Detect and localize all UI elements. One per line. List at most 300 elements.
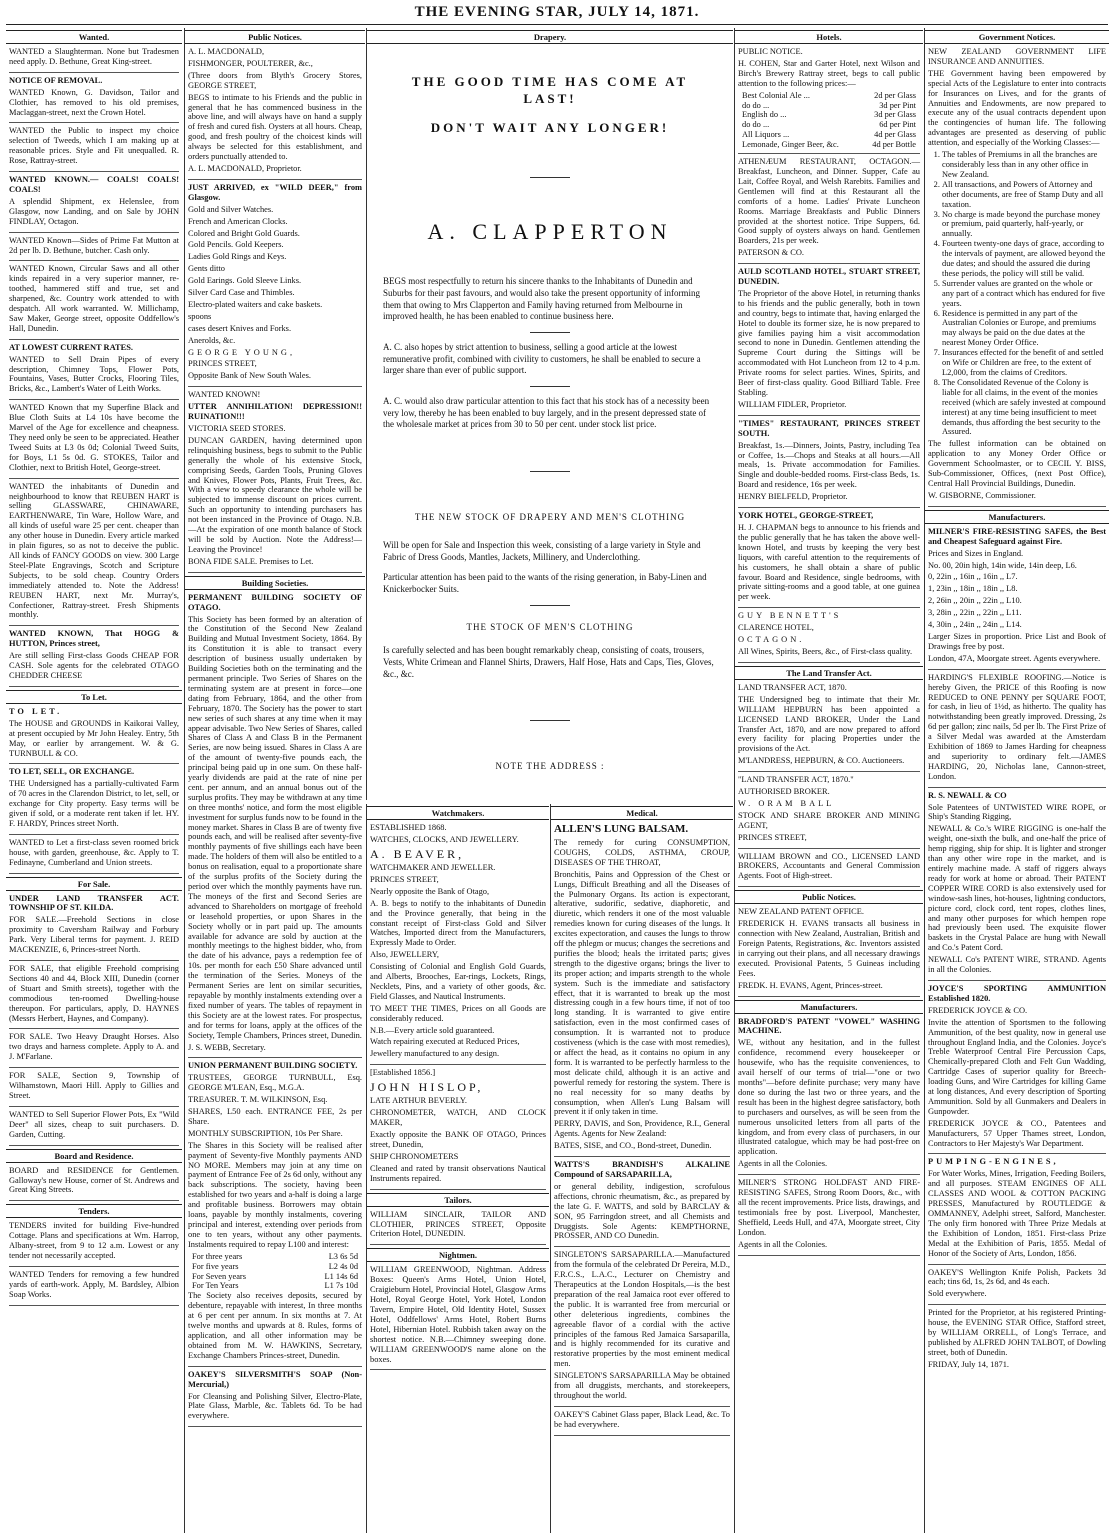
advert <box>9 236 179 262</box>
advert-heading: "LAND TRANSFER ACT, 1870." <box>738 775 854 785</box>
advert-text: A. B. begs to notify to the inhabitants of Dunedin and the Province generally, that being in the constant receipt of First-class Gold and Silver Watches, Imported direct from the Manufacturers, Expressly Made to Order. <box>370 898 546 948</box>
table-row <box>742 130 916 140</box>
advert <box>554 1250 730 1407</box>
advert <box>9 1221 179 1267</box>
advert-text: [Established 1856.] <box>370 1068 436 1078</box>
list-item: spoons <box>188 311 212 321</box>
list-item: French and American Clocks. <box>188 216 288 226</box>
advert-signature: FREDK. H. EVANS, Agent, Princes-street. <box>738 980 883 990</box>
row-label: For Ten Years <box>192 1281 239 1291</box>
row-value: 3d per Pint <box>879 100 916 110</box>
advert-text: WANTED Known, Circular Saws and all other kinds repaired in a very superior manner, re-toothed, hammered stiff and true, set and sharpened, &c. Country work attended to with despatch. All work warranted. W. Millichamp, Saw Maker, George street, opposite Oddfellow's Hall, Dunedin. <box>9 264 179 333</box>
advert <box>928 673 1106 788</box>
row-label: Lemonade, Ginger Beer, &c. <box>742 140 839 150</box>
list-item: Ladies Gold Rings and Keys. <box>188 252 287 262</box>
advert-heading: UNION PERMANENT BUILDING SOCIETY. <box>188 1061 358 1071</box>
advert-text: N.B.—Every article sold guaranteed. <box>370 1025 495 1035</box>
advert <box>9 403 179 478</box>
advert-text: THE Undersigned has a partially-cultivated Farm of 70 acres in the Clarendon District, to let, sell, or exchange for City property. Easy terms will be given if sold, or a moderate rent taken if let. HY. F. HARDY, Princes street North. <box>9 779 180 828</box>
divider <box>530 332 570 333</box>
advert-text: TREASURER. T. M. WILKINSON, Esq. <box>188 1095 328 1105</box>
advert <box>9 76 179 124</box>
advert-text: BEGS most respectfully to return his sincere thanks to the Inhabitants of Dunedin and Suburbs for their past favours, and would also take the present opportunity of informing them that owing to Mrs Clapperton and Family having returned from Melbourne in improved health, he has been enabled to continue business here. <box>383 276 700 322</box>
advert <box>9 1166 179 1202</box>
advert-text: LATE ARTHUR BEVERLY. <box>370 1096 467 1106</box>
list-item: cases desert Knives and Forks. <box>188 323 292 333</box>
advert <box>928 1268 1106 1306</box>
advert-heading: AULD SCOTLAND HOTEL, STUART STREET, DUNEDIN. <box>738 267 920 287</box>
advert <box>370 1068 546 1189</box>
advert-text: SINGLETON'S SARSAPARILLA.—Manufactured from the formula of the celebrated Dr Pereira, M.D., F.R.C.S., L.A.C., Lecturer on Chemistry and Therapeutics at the London Hospitals,—is the best preparation of the real Jamaica root ever offered to the public. It is warranted free from mercurial or other deleterious ingredients, combines the agreeable flavor of a cordial with the active principles of the famous Red Jamaica Sarsaparilla, and is highly recommended for its curative and restorative properties by the most eminent medical men. <box>554 1250 730 1369</box>
section-heading: Tailors. <box>367 1193 549 1207</box>
advert-text: H. COHEN, Star and Garter Hotel, next Wilson and Birch's Brewery Rattray street, begs to call public attention to the following prices:— <box>738 58 920 88</box>
row-value: 2d per Glass <box>874 90 916 100</box>
advert <box>9 1270 179 1306</box>
advert-address: (Three doors from Blyth's Grocery Stores, GEORGE STREET, <box>188 70 362 90</box>
advert <box>9 482 179 627</box>
table-row <box>742 110 916 120</box>
advert-text: TENDERS invited for building Five-hundred Cottage. Plans and specifications at Wm. Harrop, Albany-street, from 9 to 12 a.m. Lowest or any tender not necessarily accepted. <box>9 1221 179 1261</box>
advert <box>9 264 179 339</box>
advert <box>188 593 362 1059</box>
list-item: 5. Surrender values are granted on the whole or any part of a contract which has endured for five years. <box>942 279 1106 309</box>
imprint <box>928 1308 1106 1374</box>
advert <box>9 894 179 961</box>
advert-heading: YORK HOTEL, GEORGE-STREET, <box>738 511 874 521</box>
advert <box>738 47 920 154</box>
advert-signature: FREDERICK JOYCE & CO., Patentees and Manufacturers, 57 Upper Thames street, London, Contractors to Her Majesty's War Department. <box>928 1118 1106 1148</box>
advert <box>9 1032 179 1068</box>
advert <box>9 838 179 874</box>
advert-text: SHARES, L50 each. ENTRANCE FEE, 2s per Share. <box>188 1107 362 1126</box>
advert-signature: PATERSON & CO. <box>738 248 805 258</box>
advert <box>738 1178 920 1255</box>
list-item: 4. Fourteen twenty-one days of grace, according to the intervals of payment, are allowed beyond the due dates; and should the assured die during these periods, the policy will still be valid. <box>942 239 1106 279</box>
list-item: Gold Pencils. Gold Keepers. <box>188 240 284 250</box>
advert-signature: A. L. MACDONALD, Proprietor. <box>188 163 302 173</box>
section-heading: Wanted. <box>6 30 182 44</box>
advert <box>188 183 362 387</box>
advert-heading: WATCHES, CLOCKS, AND JEWELLERY. <box>370 834 519 844</box>
column-medical <box>550 804 733 1533</box>
advert-text: TO MEET THE TIMES, Prices on all Goods are considerably reduced. <box>370 1003 546 1023</box>
column-government <box>924 28 1109 1533</box>
divider <box>530 720 570 721</box>
advert <box>9 767 179 834</box>
section-heading: To Let. <box>6 690 182 704</box>
advert-text: WANTED Known—Sides of Prime Fat Mutton at 2d per lb. D. Bethune, butcher. Cash only. <box>9 235 179 255</box>
section-heading: Watchmakers. <box>367 806 549 820</box>
list-item: 2. All transactions, and Powers of Attorney and other documents, are free of Stamp Duty and all taxation. <box>942 180 1106 210</box>
advert-text: TRUSTEES, GEORGE TURNBULL, Esq. GEORGE M'LEAN, Esq., M.G.A. <box>188 1073 362 1093</box>
section-heading: The Land Transfer Act. <box>735 666 923 680</box>
advert-signature: BATES, SISE, and CO., Bond-street, Dunedin. <box>554 1141 712 1151</box>
advert-address: OCTAGON. <box>738 635 805 645</box>
advert-text: This Society has been formed by an alteration of the Constitution of the Second New Zealand Building and Mutual Investment Society, 1864. By its Constitution it is able to transact every description of business usually undertaken by Building Societies both on the terminating and the permanent principle. Two Series of Shares on the terminating system are at present in force—one dating from February, 1864, and the other from February, 1870. The Society has the power to start new series of such shares at any time when it may appear advisable. Two New Series of Shares, called Shares of Class A and Class B in the Permanent Series, are now being issued. Shares in Class A are of the amount of twenty-five pounds each, the principal being paid up in one sum. On these half-yearly dividends are paid at the rate of nine per cent. per annum, and an annual bonus out of the surplus profits. They may be withdrawn at any time on three months' notice, and form the most eligible investment for surplus funds now to be found in the money market. Shares in Class B are of twenty five pounds each, and will be realised after seventy-five monthly payments of five shillings each have been made. The holders of them will also be entitled to a bonus on realisation, equal to a proportionate share of the surplus profits of the Society during the period over which the monthly payments have run. The moneys of the first and Second Series are advanced to Shareholders on mortgage of freehold or leasehold properties, or upon Shares in the Society wholly or in part paid up. The amounts available for advance are sold by auction at the monthly meetings to the highest bidder, who, from the date of his advance, pays a redemption fee of 10s. per month for each £50 Share advanced until the termination of the Series. Moneys of the Permanent Series are lent on similar securities, repayable by monthly instalments extending over a fixed number of years. The tables of repayment in this Society are at the lowest rates. For prospectus, and for terms for loans, apply at the offices of the Society, Temple Chambers, Princes street, Dunedin. <box>188 614 362 1040</box>
advert-address: PRINCES STREET, <box>370 874 439 884</box>
table-row <box>192 1252 358 1262</box>
advert-heading: PUBLIC NOTICE. <box>738 47 803 57</box>
advert-name: JOHN HISLOP, <box>370 1080 484 1095</box>
row-label: do do ... <box>742 100 770 110</box>
advert-text: WANTED the Public to inspect my choice selection of Tweeds, which I am making up at reasonable prices. Style and Fit unequalled. R. Rose, Rattray-street. <box>9 126 179 166</box>
advert-trade: FISHMONGER, POULTERER, &c., <box>188 58 313 68</box>
advert-text: OAKEY'S Wellington Knife Polish, Packets 3d each; tins 6d, 1s, 2s 6d, and 4s each. <box>928 1267 1106 1287</box>
list-item: Gold and Silver Watches. <box>188 204 274 214</box>
advert-text: THE Undersigned beg to intimate that their Mr. WILLIAM HEPBURN has been appointed a LICENSED LAND BROKER, Under the Land Transfer Act, 1870, and are now prepared to afford every facility for placing Properties under the provisions of the Act. <box>738 694 920 754</box>
section-heading: Board and Residence. <box>6 1149 182 1163</box>
table-row <box>192 1262 358 1272</box>
advert-text: ATHENÆUM RESTAURANT, OCTAGON.—Breakfast, Luncheon, and Dinner. Supper, Cafe au Lait, Coffee Royal, and Welsh Rarebits. Families and Gentlemen will find at this Restaurant all the comforts of a home. Ladies' Private Luncheon Rooms. Marriage Breakfasts and Public Dinners provided at the shortest notice. Tripe Suppers, 6d. Good supply of oysters always on hand. Gentlemen Boarders, 21s per week. <box>738 157 920 246</box>
advert-text: WILLIAM GREENWOOD, Nightman. Address Boxes: Queen's Arms Hotel, Union Hotel, Craigieburn Hotel, Provincial Hotel, Glasgow Arms Hotel, Royal George Hotel, York Hotel, London Tavern, Empire Hotel, Old Identity Hotel, Sussex Hotel, Oddfellows' Arms Hotel, Robert Burns Hotel, Hibernian Hotel. Rubbish taken away on the shortest notice. N.B.—Chimney sweeping done. WILLIAM GREENWOOD'S name alone on the boxes. <box>370 1265 546 1364</box>
advert <box>188 390 362 572</box>
table-row <box>742 120 916 130</box>
advert <box>738 1017 920 1176</box>
divider <box>530 177 570 178</box>
drapery-advert <box>366 28 733 800</box>
advert <box>928 1157 1106 1264</box>
advert-address: Nearly opposite the Bank of Otago, <box>370 886 490 896</box>
advert-text: DUNCAN GARDEN, having determined upon relinquishing business, begs to submit to the Public generally the whole of his extensive Stock, comprising Seeds, Garden Tools, Pruning Gloves and Knives, Flower Pots, Plants, Fruit Trees, &c. With a view to speedy clearance the whole will be subjected to immense discount on prices current. Such an opportunity to intending purchasers has not been instanced in the Province of Otago. N.B.—At the expiration of one month balance of Stock will be sold by Auction. Note the Address!—Leaving the Province! <box>188 435 362 554</box>
advert-signature: J. S. WEBB, Secretary. <box>188 1042 266 1052</box>
divider <box>530 471 570 472</box>
column-wanted <box>6 28 182 1533</box>
advert-text: For Cleansing and Polishing Silver, Electro-Plate, Plate Glass, Marble, &c. Tablets 6d. To be had everywhere. <box>188 1391 362 1421</box>
advert-text: BEGS to intimate to his Friends and the public in general that he has commenced business in the above line, and will always have on hand a supply of fresh and cured fish. Oysters at all hours. Cheap, good, and fresh poultry of the choicest kinds will always be selected for this establishment, and orders punctually attended to. <box>188 92 362 162</box>
advert-heading: JUST ARRIVED, ex "WILD DEER," from Glasgow. <box>188 182 362 202</box>
advert <box>9 1110 179 1146</box>
row-label: For five years <box>192 1261 239 1271</box>
advert-signature: Agents in all the Colonies. <box>738 1239 828 1249</box>
advert-subheading: Prices and Sizes in England. <box>928 548 1024 558</box>
advert-text: Watch repairing executed at Reduced Prices, <box>370 1037 520 1047</box>
advert-text: Consisting of Colonial and English Gold Guards, and Alberts, Brooches, Ear-rings, Lockets, Rings, Necklets, Pins, and a variety of other goods, &c. Field Glasses, and Nautical Instruments. <box>370 962 546 1001</box>
advert-text: THE Government having been empowered by special Acts of the Legislature to enter into contracts for Insurances on Lives, and for the grants of Annuities and Endowments, are now prepared to execute any of the usual contracts dependent upon the contingencies of human life. The following advantages are presented as deserving of public attention, and especially of the Working Classes:— <box>928 68 1106 148</box>
row-value: L3 6s 5d <box>328 1251 358 1261</box>
advert-name: GEORGE YOUNG, <box>188 347 296 357</box>
advert-heading: BRADFORD'S PATENT "VOWEL" WASHING MACHINE. <box>738 1016 920 1036</box>
advert-heading: LAND TRANSFER ACT, 1870. <box>738 682 847 692</box>
advert-name: FREDERICK JOYCE & CO. <box>928 1005 1028 1015</box>
divider <box>530 386 570 387</box>
table-row <box>742 140 916 150</box>
advert-text: HARDING'S FLEXIBLE ROOFING.—Notice is hereby Given, the PRICE of this Roofing is now REDUCED to ONE PENNY per SQUARE FOOT, for cash, in lieu of 1½d, as hitherto. The quality has notwithstanding been greatly improved. Dressing, 2s 6d per gallon; zinc nails, 5d per lb. The First Prize of a Silver Medal was awarded at the Amsterdam Exhibition of 1869 to James Harding for cheapness and superiority to ordinary felt.—JAMES HARDING, 20, Nicholas lane, Cannon-street, London. <box>928 672 1106 781</box>
advert-heading: THE STOCK OF MEN'S CLOTHING <box>466 621 634 632</box>
table-row: 0, 22in ,, 16in ,, 16in ,, L7. <box>928 572 1018 582</box>
row-label: do do ... <box>742 120 770 130</box>
advert-heading: WANTED KNOWN! <box>188 390 261 400</box>
row-value: 6d per Pint <box>879 120 916 130</box>
advert <box>188 1370 362 1428</box>
advert-text: For Water Works, Mines, Irrigation, Feeding Boilers, and all purposes. STEAM ENGINES OF ALL CLASSES AND WOOL & COTTON PACKING PRESSES, Manufactured by ROUTLEDGE & OMMANNEY, Adelphi street, Salford, Manchester. The only firm honored with Three Prize Medals at the Exhibition of London, 1851. First-class Prize Medal at the Exhibition of Paris, 1855. Medal of Honor of the Society of Arts, London, 1856. <box>928 1169 1106 1258</box>
advert-name: A. BEAVER, <box>370 846 465 861</box>
advert-text: or general debility, indigestion, scrofulous affections, chronic rheumatism, &c., as prepared by the late G. F. WATTS, and sold by BARCLAY & SON, 95 Farringdon street, and all Chemists and Druggists. Sole Agents: KEMPTHORNE, PROSSER, AND CO Dunedin. <box>554 1181 730 1241</box>
advert-heading: TO LET. <box>9 706 63 716</box>
row-label: For Seven years <box>192 1271 246 1281</box>
advert <box>9 707 179 765</box>
advert <box>738 511 920 608</box>
advert-text: Will be open for Sale and Inspection this week, consisting of a large variety in Style and Fabric of Dress Goods, Mantles, Jackets, Millinery, and Underclothing. <box>383 539 701 562</box>
advert <box>188 47 362 180</box>
advert-text: WILLIAM SINCLAIR, TAILOR AND CLOTHIER, PRINCES STREET, Opposite Criterion Hotel, DUNEDIN. <box>370 1209 546 1239</box>
advert-text: WE, without any hesitation, and in the fullest confidence, recommend every housekeeper or housewife, who has the requisite conveniences, to avail herself of our terms of trial—"one or two months"—before definite purchase; very many have done so during the last two or three years, and the result has been in the highest degree satisfactory, both to purchasers and ourselves, as will be seen from the numerous unsolicited letters from all parts of the kingdom, and from every class of purchasers, in our illustrated catalogue, which may be had post-free on application. <box>738 1038 920 1157</box>
section-heading: For Sale. <box>6 877 182 891</box>
advert-text: WANTED Tenders for removing a few hundred yards of earth-work. Apply, M. Bardsley, Albion Soap Works. <box>9 1269 179 1299</box>
advert <box>9 126 179 172</box>
advert-text: The Proprietor of the above Hotel, in returning thanks to his friends and the public generally, both in town and country, begs to intimate that, having enlarged the Hotel to double its former size, he is now prepared to give families paying him a visit accommodation second to none in Dunedin. Gentlemen attending the Supreme Court during the Sittings will be accommodated with Hot Luncheon from 12 to 4 p.m. Private rooms for select parties. Wines, Spirits, and Beer of first-class quality. Good Billiard Table. Free Stabling. <box>738 288 920 398</box>
advert-text: The HOUSE and GROUNDS in Kaikorai Valley, at present occupied by Mr John Healey. Entry, 5th May, or earlier by arrangement. W. & G. TURNBULL & CO. <box>9 718 179 758</box>
advert-subheading: The remedy for curing CONSUMPTION, COUGHS, COLDS, ASTHMA, CROUP, DISEASES OF THE THROAT, <box>554 837 730 867</box>
table-row: 4, 30in ,, 24in ,, 24in ,, L14. <box>928 620 1022 630</box>
advert <box>9 964 179 1029</box>
advert-text: A. C. also hopes by strict attention to business, selling a good article at the lowest remunerative profit, combined with civility to customers, he shall be enabled to secure a larger share than ever of public support. <box>383 342 701 376</box>
row-value: 3d per Glass <box>874 110 916 120</box>
section-heading: Tenders. <box>6 1204 182 1218</box>
advert-address: Opposite Bank of New South Wales. <box>188 371 311 381</box>
advert <box>188 1061 362 1366</box>
table-row: 3, 28in ,, 22in ,, 22in ,, L11. <box>928 608 1022 618</box>
advert-text: SINGLETON'S SARSAPARILLA May be obtained from all druggists, merchants, and storekeepers, throughout the world. <box>554 1371 730 1401</box>
advert-heading: "TIMES" RESTAURANT, PRINCES STREET SOUTH. <box>738 418 920 438</box>
section-heading: Public Notices. <box>735 890 923 904</box>
advert-heading: UNDER LAND TRANSFER ACT. TOWNSHIP OF ST. KILDA. <box>9 893 179 913</box>
advert <box>738 611 920 663</box>
advert-text: All Wines, Spirits, Beers, &c., of First-class quality. <box>738 646 913 656</box>
advert-trade: STOCK AND SHARE BROKER AND MINING AGENT, <box>738 810 920 830</box>
list-item: Silver Card Case and Thimbles. <box>188 288 295 298</box>
advert <box>738 775 920 848</box>
advert <box>9 1071 179 1107</box>
advert-text: FOR SALE, Section 9, Township of Wilhamstown, Maori Hill. Apply to Gillies and Street. <box>9 1071 179 1100</box>
advert-text: Are still selling First-class Goods CHEAP FOR CASH. Sole agents for the celebrated OTAGO CHEDDER CHEESE <box>9 651 179 680</box>
advert-text: H. J. CHAPMAN begs to announce to his friends and the public generally that he has taken the above well-known Hotel, and trusts by keeping the very best liquors, with careful attention to the requirements of his customers, he shall obtain a share of public favour. Board and Residence, single bedrooms, with private sitting-rooms and a good table, at one guinea per week. <box>738 522 920 602</box>
advert <box>9 47 179 73</box>
row-value: L1 14s 6d <box>324 1271 358 1281</box>
advert-text: NEWALL & Co.'s WIRE RIGGING is one-half the weight, one-sixth the bulk, and one-half the price of hemp rigging, ship for ship. It is lighter and stronger than any other wire rope in the market, and is entirely machine made. A staff of riggers always ready for work at home or abroad. Their PATENT COPPER WIRE CORD is also extensively used for window-sash lines, hot-houses, lightning conductors, picture cord, clock cord, tent ropes, clothes lines, and many other purposes for which hempen rope had previously been used. The exquisite flower baskets in the Crystal Palace are hung with Newall and Co.'s Patent Cord. <box>928 824 1106 953</box>
advert-text: Is carefully selected and has been bought remarkably cheap, consisting of coats, trousers, Vests, White Crimean and Flannel Shirts, Drawers, Half Hose, Hats and Caps, Ties, Gloves, &c., &c. <box>383 645 714 679</box>
advert-heading: R. S. NEWALL & CO <box>928 790 1007 800</box>
advert <box>738 267 920 416</box>
list-item: 8. The Consolidated Revenue of the Colony is liable for all claims, in the event of the monies received (which are safely invested at compound interest) at any time being insufficient to meet demands, thus affording the best security to the Assured. <box>942 378 1106 437</box>
advert-signature: M'LANDRESS, HEPBURN, & CO. Auctioneers. <box>738 756 905 766</box>
advert <box>554 1410 730 1436</box>
advert-heading: UTTER ANNIHILATION! DEPRESSION!! RUINATION!!! <box>188 402 362 422</box>
advert-heading: MILNER'S FIRE-RESISTING SAFES, the Best and Cheapest Safeguard against Fire. <box>928 526 1106 546</box>
imprint-text: Printed for the Proprietor, at his registered Printing-house, the EVENING STAR Office, Stafford street, by WILLIAM ORRELL, of Long's Terrace, and published by ALFRED JOHN TALBOT, of Dowling street, both of Dunedin. <box>928 1308 1106 1357</box>
section-heading: Hotels. <box>735 30 923 44</box>
advert-subheading: Sole Patentees of UNTWISTED WIRE ROPE, or Ship's Standing Rigging, <box>928 802 1106 822</box>
advert-headline: THE GOOD TIME HAS COME AT LAST! <box>411 74 689 106</box>
list-item: 3. No charge is made beyond the purchase money or premium, paid quarterly, half-yearly, or annually. <box>942 210 1106 240</box>
section-heading: Manufacturers. <box>735 1000 923 1014</box>
advert-text: The fullest information can be obtained on application to any Money Order Office or Government Schoolmaster, or to CECIL Y. BISS, Sub-Commissioner, Offices, (next Post Office), Central Hall Provincial Buildings, Dunedin. <box>928 439 1106 488</box>
advert <box>928 791 1106 981</box>
advert-text: OAKEY'S Cabinet Glass paper, Black Lead, &c. To be had everywhere. <box>554 1409 730 1429</box>
advert-text: Particular attention has been paid to the wants of the rising generation, in Baby-Linen and Knickerbocker Suits. <box>383 572 707 594</box>
advert-text: Breakfast, 1s.—Dinners, Joints, Pastry, including Tea or Coffee, 1s.—Chops and Steaks at all hours.—All meals, 1s. Private accommodation for Families. Single and double-bedded rooms. First-class Beds, 1s. Board and residence, 16s per week. <box>738 440 920 490</box>
advert-text: A splendid Shipment, ex Helenslee, from Glasgow, now Landing, and on Sale by JOHN FINDLAY, Octagon. <box>9 196 179 226</box>
advert-heading: PUMPING-ENGINES, <box>928 1157 1059 1167</box>
advert-text: MILNER'S STRONG HOLDFAST AND FIRE-RESISTING SAFES, Strong Room Doors, &c., with all the recent improvements. Price lists, drawings, and testimonials free by post. Liverpool, Manchester, Sheffield, Leeds Hull, and 47A, Moorgate street, City London. <box>738 1178 920 1237</box>
advert-text: FOR SALE.—Freehold Sections in close proximity to Caversham Railway and Forbury Park. Very Liberal terms for payment. J. REID MACKENZIE, 6, Princes-street North. <box>9 915 179 955</box>
list-item: 1. The tables of Premiums in all the branches are considerably less than in any other office in New Zealand. <box>942 150 1106 180</box>
row-value: 4d per Bottle <box>872 140 916 150</box>
advert-text: MONTHLY SUBSCRIPTION, 10s Per Share. <box>188 1128 343 1138</box>
advert-text: WANTED Known that my Superfine Black and Blue Cloth Suits at L4 10s have become the Marvel of the Age for excellence and cheapness. They need only be seen to be appreciated. Heather Tweed Suits at L3 0s 0d; Colonial Tweed Suits, for Boys, L1 5s 0d. G. STOKES, Tailor and Clothier, next to British Hotel, George-street. <box>9 403 179 472</box>
advert <box>9 629 179 687</box>
row-value: L1 7s 10d <box>324 1281 358 1291</box>
advert-trade: CHRONOMETER, WATCH, AND CLOCK MAKER, <box>370 1108 546 1128</box>
row-label: All Liquors ... <box>742 130 790 140</box>
row-value: 4d per Glass <box>874 130 916 140</box>
advert-text: WANTED the inhabitants of Dunedin and neighbourhood to know that REUBEN HART is selling GLASSWARE, CHINAWARE, EARTHENWARE, Tin Ware, Hollow Ware, and all kinds of useful ware 25 per cent. cheaper than any other house in Dunedin. Every article marked in plain figures, so as not to deceive the public. All kinds of FANCY GOODS on view. 300 Large Steel-Plate Engravings, Scotch and Scripture Subjects, to be sold cheap. Country Orders immediately attended to. Note the Address! REUBEN HART, next Mr. Murray's, Confectioner, Rattray-street. Fresh Shipments monthly. <box>9 481 179 620</box>
list-item: Gents ditto <box>188 264 225 274</box>
list-item: Anerolds, &c. <box>188 335 236 345</box>
conditions-list <box>928 150 1106 437</box>
advert <box>738 419 920 508</box>
advert-text: SHIP CHRONOMETERS <box>370 1151 459 1161</box>
row-label: Best Colonial Ale ... <box>742 90 810 100</box>
advert-text: BOARD and RESIDENCE for Gentlemen. Galloway's new House, corner of St. Andrews and Great King Streets. <box>9 1165 179 1195</box>
advert-text: Cleaned and rated by transit observations Nautical Instruments repaired. <box>370 1163 546 1183</box>
column-hotels <box>734 28 923 1533</box>
advert-heading: WATTS'S BRANDISH'S ALKALINE Compound of SARSAPARILLA, <box>554 1160 730 1179</box>
advert-name: CLARENCE HOTEL, <box>738 623 814 633</box>
advert <box>738 683 920 772</box>
section-heading: Medical. <box>551 806 733 820</box>
list-item: Gold Earings. Gold Sleeve Links. <box>188 276 302 286</box>
advert-text: Also, JEWELLERY, <box>370 950 439 960</box>
list-item: 7. Insurances effected for the benefit of and settled on Wife or Children are free, to the extent of L2,000, from the claims of Creditors. <box>942 348 1106 378</box>
list-item: Colored and Bright Gold Guards. <box>188 228 300 238</box>
advert-address: PRINCES STREET, <box>738 832 807 842</box>
advert <box>370 823 546 1065</box>
advert-heading: NOTICE OF REMOVAL. <box>9 75 103 85</box>
advert-signature: Sold everywhere. <box>928 1289 987 1299</box>
advert-heading: PERMANENT BUILDING SOCIETY OF OTAGO. <box>188 592 362 612</box>
column-watchmakers <box>366 804 549 1533</box>
advert <box>738 157 920 264</box>
advert-heading: TO LET, SELL, OR EXCHANGE. <box>9 767 135 777</box>
section-heading: Government Notices. <box>925 30 1109 44</box>
advert-signature: NEWALL Co's PATENT WIRE, STRAND. Agents in all the Colonies. <box>928 955 1106 975</box>
advert-headline: DON'T WAIT ANY LONGER! <box>430 119 670 135</box>
table-row <box>742 101 916 111</box>
advert-name: A. L. MACDONALD, <box>188 47 265 57</box>
advert-signature: WILLIAM FIDLER, Proprietor. <box>738 399 847 409</box>
advert <box>738 852 920 888</box>
advert-name: A. CLAPPERTON <box>427 218 673 244</box>
row-label: For three years <box>192 1251 243 1261</box>
table-row: 1, 23in ,, 18in ,, 18in ,, L8. <box>928 584 1018 594</box>
advert-text: WANTED to Sell Superior Flower Pots, Ex "Wild Deer" all sizes, cheap to suit purchasers. D. Garden, Cutting. <box>9 1109 179 1139</box>
advert <box>554 1160 730 1247</box>
row-label: English do ... <box>742 110 787 120</box>
divider <box>530 605 570 606</box>
advert <box>367 74 733 800</box>
advert <box>928 527 1106 670</box>
advert-signature: HENRY BIELFELD, Proprietor. <box>738 492 848 502</box>
advert-trade: WATCHMAKER AND JEWELLER. <box>370 862 496 872</box>
advert-heading: WANTED KNOWN, That HOGG & HUTTON, Princes street, <box>9 629 179 649</box>
imprint-date: FRIDAY, July 14, 1871. <box>928 1359 1009 1369</box>
advert <box>9 343 179 401</box>
advert-text: WANTED to Let a first-class seven roomed brick house, with garden, greenhouse, &c. Apply to T. Fedinayne, Cumberland and Union streets. <box>9 837 179 867</box>
advert-text: Invite the attention of Sportsmen to the following Ammunition, of the best quality, now in general use throughout England India, and the Colonies. Joyce's Treble Waterproof Central Fire Percussion Caps, Chemically-prepared Cloth and Felt Gun Wadding, Cartridge Cases of superior quality for Breech-loading Guns, and Wire Cartridges for killing Game at long distances, And every description of Sporting Ammunition. Sold by all Gunmakers and Dealers in Gunpowder. <box>928 1017 1106 1116</box>
advert <box>370 1210 546 1246</box>
table-row <box>742 91 916 101</box>
advert-heading: VICTORIA SEED STORES. <box>188 424 286 434</box>
row-value: L2 4s 0d <box>328 1261 358 1271</box>
section-heading: Drapery. <box>367 30 733 44</box>
advert <box>738 907 920 996</box>
section-heading: Nightmen. <box>367 1248 549 1262</box>
advert-address: PRINCES STREET, <box>188 359 257 369</box>
table-row <box>192 1281 358 1291</box>
advert <box>370 1265 546 1370</box>
list-item: 6. Residence is permitted in any part of the Australian Colonies or Europe, and premiums may always be paid on the due dates at the nearest Money Order Office. <box>942 309 1106 349</box>
advert-text: ESTABLISHED 1868. <box>370 823 447 833</box>
list-item: Electro-plated waiters and cake baskets. <box>188 299 323 309</box>
advert-name: W. ORAM BALL <box>738 798 835 808</box>
advert <box>554 823 730 1157</box>
advert-signature: London, 47A, Moorgate street. Agents everywhere. <box>928 653 1101 663</box>
advert-heading: WANTED KNOWN.— COALS! COALS! COALS! <box>9 175 179 194</box>
advert-signature: W. GISBORNE, Commissioner. <box>928 490 1036 500</box>
advert-heading: THE NEW STOCK OF DRAPERY AND MEN'S CLOTHING <box>414 512 686 523</box>
advert-heading: JOYCE'S SPORTING AMMUNITION Established 1820. <box>928 983 1106 1003</box>
advert-text: WANTED to Sell Drain Pipes of every description, Chimney Tops, Flower Pots, Fountains, Vases, Butter Crocks, Flooring Tiles, Bricks, &c., Lambert's Water of Leith Works. <box>9 354 179 394</box>
advert-text: FOR SALE. Two Heavy Draught Horses. Also two drays and harness complete. Apply to A. and J. M'Farlane. <box>9 1032 179 1062</box>
advert-heading: NEW ZEALAND PATENT OFFICE. <box>738 907 864 917</box>
table-row: No. 00, 20in high, 14in wide, 14in deep, L6. <box>928 560 1077 570</box>
advert <box>9 175 179 233</box>
advert-heading: NOTE THE ADDRESS : <box>495 761 605 772</box>
advert-text: WANTED Known, G. Davidson, Tailor and Clothier, has removed to his old premises, Maclaggan-street, next the Crown Hotel. <box>9 87 179 117</box>
section-heading: Building Societies. <box>185 576 365 590</box>
advert-heading: ALLEN'S LUNG BALSAM. <box>554 823 689 836</box>
advert-text: Larger Sizes in proportion. Price List and Book of Drawings free by post. <box>928 631 1106 651</box>
advert-subheading: AUTHORISED BROKER. <box>738 787 830 797</box>
advert-signature: BONA FIDE SALE. Premises to Let. <box>188 556 314 566</box>
advert-heading: GUY BENNETT'S <box>738 611 842 621</box>
advert-text: The Shares in this Society will be realised after payment of Seventy-five Monthly payments AND NO MORE. Members may join at any time on payment of Entrance Fee of 2s 6d only, without any back subscriptions. The society, having been established for two years and a-half is doing a large and profitable business. Borrowers may obtain loans, payable by monthly instalments, covering principal and interest, extending over periods from one to ten years, without any other payments. Instalments required to repay L100 and interest: <box>188 1140 362 1249</box>
advert-text: A. C. would also draw particular attention to this fact that his stock has of a necessity been very low, thereby he has been enabled to buy largely, and in the present depressed state of the wholesale market at prices from 30 to 50 per cent. under stock list price. <box>383 396 710 430</box>
column-public-notices <box>184 28 365 1533</box>
advert-signature: Agents in all the Colonies. <box>738 1159 828 1169</box>
advert-heading: AT LOWEST CURRENT RATES. <box>9 342 133 352</box>
advert-text: The Society also receives deposits, secured by debenture, repayable with interest, In three months at 6 per cent per annum. In six months at 7. At twelve months and upwards at 8. Rules, forms of application, and all other information may be obtained from M. W. HAWKINS, Secretary, Exchange Chambers Princes-street, Dunedin. <box>188 1291 362 1360</box>
advert-text: Jewellery manufactured to any design. <box>370 1049 500 1059</box>
advert-text: PERRY, DAVIS, and Son, Providence, R.I., General Agents. Agents for New Zealand: <box>554 1119 730 1139</box>
advert-address: Exactly opposite the BANK OF OTAGO, Princes street, Dunedin, <box>370 1130 546 1149</box>
advert-text: WILLIAM BROWN and CO., LICENSED LAND BROKERS, Accountants and General Commission Agents. Foot of High-street. <box>738 851 920 881</box>
advert <box>928 984 1106 1155</box>
advert <box>928 47 1106 507</box>
advert-text: WANTED a Slaughterman. None but Tradesmen need apply. D. Bethune, Great King-street. <box>9 47 179 66</box>
goods-list <box>188 205 362 346</box>
advert-text: FOR SALE, that eligible Freehold comprising Sections 40 and 44, Block XIII, Dunedin (corner of Stuart and Smith streets), together with the commodious ten-roomed Dwelling-house thereupon. For particulars, apply, D. HAYNES (Messrs Herbert, Haynes, and Company). <box>9 964 179 1023</box>
advert-text: Bronchitis, Pains and Oppression of the Chest or Lungs, Difficult Breathing and all the Diseases of the Pulmonary Organs. Its action is expectorant, alterative, sudorific, sedative, diaphoretic, and diuretic, which renders it one of the most valuable remedies known for curing diseases of the lungs. It excites expectoration, and causes the lungs to throw off the phlegm or mucus; changes the secretions and purifies the blood; heals the irritated parts; gives strength to the digestive organs; brings the liver to its proper action; and imparts strength to the whole system. Such is the immediate and satisfactory effect, that it is warranted to break up the most distressing cough in a few hours time, if not of too long standing. It is warranted to give entire satisfaction, even in the most confirmed cases of consumption. It is warranted not to produce costiveness (which is the case with most remedies), or affect the head, as it contains no opium in any form. It is warranted to be perfectly harmless to the most delicate child, although it is an active and powerful remedy for restoring the system. There is no real necessity for so many deaths by consumption, when Allen's Lung Balsam will prevent it if only taken in time. <box>554 869 730 1117</box>
table-row: 2, 26in ,, 20in ,, 22in ,, L10. <box>928 596 1022 606</box>
advert-heading: OAKEY'S SILVERSMITH'S SOAP (Non-Mercurial,) <box>188 1369 362 1389</box>
section-heading: Public Notices. <box>185 30 365 44</box>
advert-text: FREDERICK H. EVANS transacts all business in connection with New Zealand, Australian, British and Foreign Patents, Registrations, &c. Inventors assisted in carrying out their plans, and all necessary drawings executed. Provisional Patents, 5 Guineas including Fees. <box>738 919 920 978</box>
masthead: THE EVENING STAR, JULY 14, 1871. <box>414 4 700 20</box>
table-row <box>192 1272 358 1282</box>
advert-heading: NEW ZEALAND GOVERNMENT LIFE INSURANCE AND ANNUITIES. <box>928 47 1106 66</box>
masthead-rule <box>6 24 1108 25</box>
